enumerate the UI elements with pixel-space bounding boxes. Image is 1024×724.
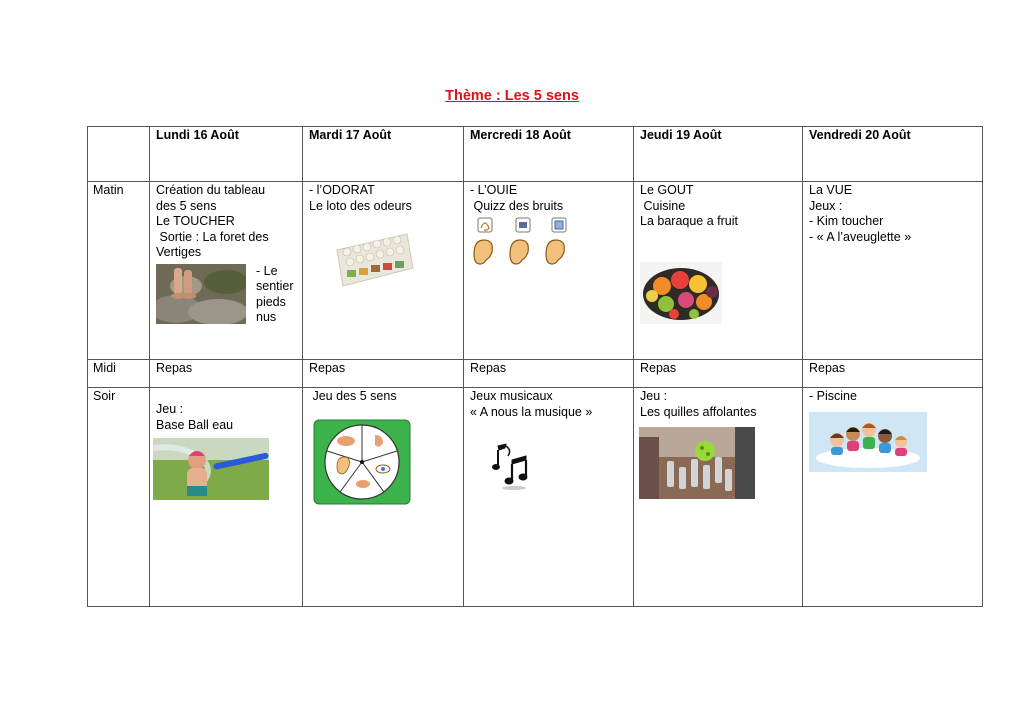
text-line: - « A l’aveuglette » <box>809 229 912 244</box>
text-line: Jeux musicaux <box>470 389 553 403</box>
cell-midi-lundi: Repas <box>150 360 303 388</box>
text-line: - Kim toucher <box>809 214 884 228</box>
text-line: La baraque a fruit <box>640 214 738 228</box>
cell-midi-mercredi: Repas <box>464 360 634 388</box>
text-line: Le loto des odeurs <box>309 198 412 213</box>
weekly-schedule-table <box>87 126 983 607</box>
header-row <box>88 127 983 182</box>
cell-soir-mardi <box>303 388 464 607</box>
text-line: Base Ball eau <box>156 417 234 432</box>
cell-matin-jeudi <box>634 182 803 360</box>
cell-soir-vendredi <box>803 388 983 607</box>
day-header-mercredi: Mercredi 18 Août <box>464 127 634 182</box>
day-header-lundi: Lundi 16 Août <box>150 127 303 182</box>
music-notes-icon <box>492 442 536 492</box>
text-line: nus <box>256 310 277 324</box>
text-line: Vertiges <box>156 245 202 259</box>
cell-midi-mardi: Repas <box>303 360 464 388</box>
text-line: Le GOUT <box>640 183 694 197</box>
cell-midi-jeudi: Repas <box>634 360 803 388</box>
row-soir <box>88 388 983 607</box>
odor-lotto-photo <box>333 228 415 290</box>
row-label-soir: Soir <box>88 388 150 607</box>
cell-soir-jeudi <box>634 388 803 607</box>
water-baseball-photo <box>153 438 269 500</box>
row-label-matin: Matin <box>88 182 150 360</box>
text-line: Jeux : <box>809 198 843 213</box>
row-label-midi: Midi <box>88 360 150 388</box>
text-line: - l’ODORAT <box>309 183 375 197</box>
cell-matin-lundi <box>150 182 303 360</box>
cell-soir-lundi <box>150 388 303 607</box>
cell-matin-mercredi <box>464 182 634 360</box>
day-header-mardi: Mardi 17 Août <box>303 127 464 182</box>
text-line: Le TOUCHER <box>156 214 235 228</box>
text-line: Sortie : La foret des <box>156 229 269 244</box>
bottle-skittles-photo <box>639 427 755 499</box>
text-line: Quizz des bruits <box>470 198 564 213</box>
text-line: sentier <box>256 279 294 293</box>
day-header-jeudi: Jeudi 19 Août <box>634 127 803 182</box>
swimming-kids-illustration <box>809 412 927 472</box>
text-line: Les quilles affolantes <box>640 404 757 419</box>
page-title: Thème : Les 5 sens <box>445 88 579 104</box>
text-line: Jeu : <box>156 402 184 416</box>
text-line: - L’OUIE <box>470 183 518 197</box>
text-line: Jeu : <box>640 389 668 403</box>
text-line: Jeu des 5 sens <box>309 389 397 403</box>
cell-matin-vendredi <box>803 182 983 360</box>
text-line: La VUE <box>809 183 853 197</box>
barefoot-path-photo <box>156 264 246 324</box>
row-matin <box>88 182 983 360</box>
day-header-vendredi: Vendredi 20 Août <box>803 127 983 182</box>
text-line: - Le <box>256 263 278 278</box>
cell-matin-mardi <box>303 182 464 360</box>
text-line: - Piscine <box>809 389 857 403</box>
text-line: Création du tableau <box>156 183 266 197</box>
text-line: « A nous la musique » <box>470 404 593 419</box>
cell-midi-vendredi: Repas <box>803 360 983 388</box>
five-senses-wheel <box>313 419 411 505</box>
cell-soir-mercredi <box>464 388 634 607</box>
fruit-platter-photo <box>640 262 722 324</box>
corner-cell <box>88 127 150 182</box>
text-line: des 5 sens <box>156 198 217 213</box>
text-line: pieds <box>256 294 286 309</box>
row-midi <box>88 360 983 388</box>
ear-sound-pictograms <box>470 216 570 268</box>
text-line: Cuisine <box>640 198 686 213</box>
